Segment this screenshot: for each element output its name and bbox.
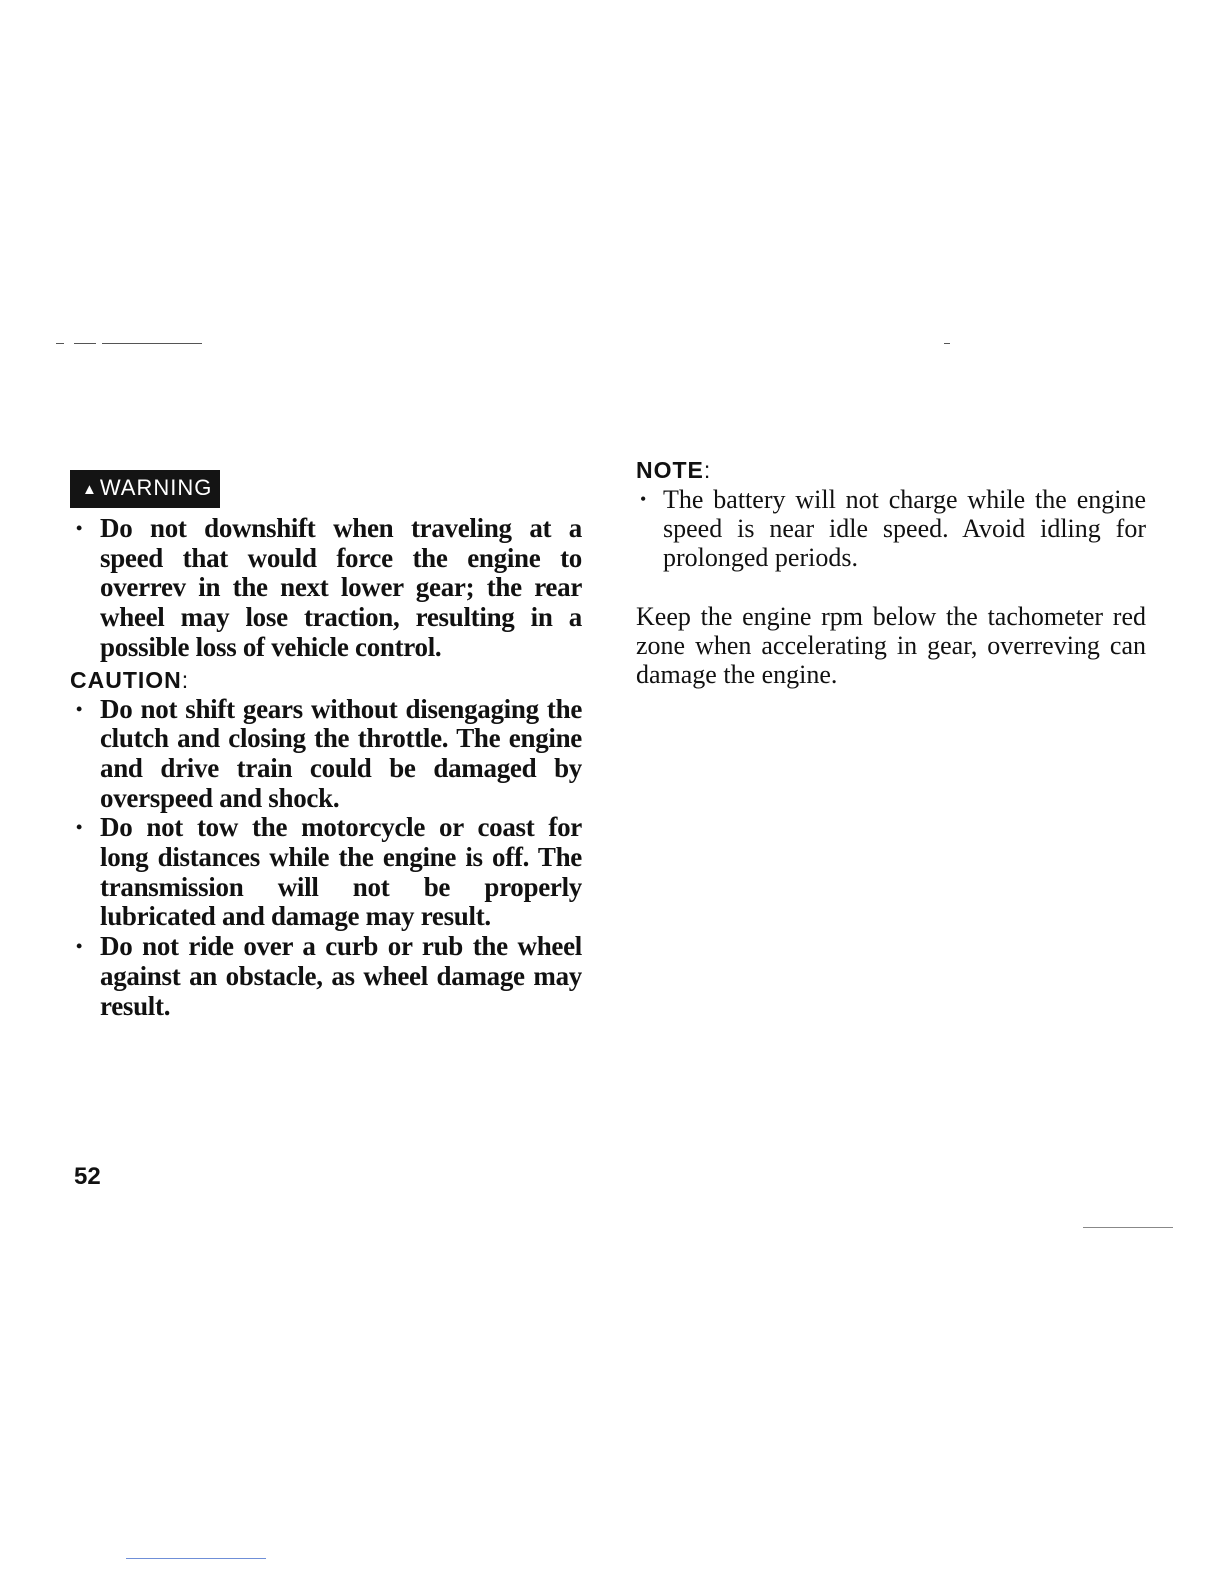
scan-rule-top-right-dash [944, 343, 950, 344]
warning-badge [70, 470, 220, 508]
caution-item-text: Do not shift gears without disengaging the clutch and closing the throttle. The engine and drive train could be damaged by overspeed and shock. [100, 693, 582, 813]
note-heading [636, 455, 1146, 485]
note-list [636, 485, 1146, 572]
warning-item [70, 514, 582, 663]
caution-heading [70, 665, 582, 695]
note-item [636, 485, 1146, 572]
scan-rule-top-left [102, 343, 202, 344]
bullet-icon: • [76, 698, 83, 719]
warning-item-text: Do not downshift when traveling at a speed that would force the engine to overrev in the next lower gear; the rear wheel may lose traction, resulting in a possible loss of vehicle control. [100, 513, 582, 662]
warning-list [70, 514, 582, 663]
bullet-icon: • [76, 936, 83, 957]
caution-item [70, 813, 582, 932]
scan-rule-bottom-left [126, 1558, 266, 1559]
caution-label: CAUTION [70, 666, 182, 693]
caution-item [70, 932, 582, 1021]
note-colon: : [703, 457, 712, 483]
body-paragraph: Keep the engine rpm below the tachometer red zone when accelerating in gear, overreving can damage the engine. [636, 602, 1146, 689]
bullet-icon: • [640, 489, 647, 509]
bullet-icon: • [76, 817, 83, 838]
page-number: 52 [74, 1163, 101, 1190]
caution-item [70, 695, 582, 814]
caution-item-text: Do not tow the motorcycle or coast for long distances while the engine is off. The transmission will not be properly lubricated and damage may result. [100, 812, 582, 932]
warning-label: WARNING [99, 475, 213, 500]
scan-rule-bottom-right [1083, 1227, 1173, 1228]
note-item-text: The battery will not charge while the engine speed is near idle speed. Avoid idling for prolonged periods. [663, 485, 1146, 572]
caution-item-text: Do not ride over a curb or rub the wheel against an obstacle, as wheel damage may result. [100, 931, 582, 1021]
caution-list [70, 695, 582, 1022]
bullet-icon: • [76, 518, 83, 538]
warning-triangle-icon: ▲ [82, 481, 98, 498]
right-column [636, 455, 1146, 715]
caution-colon: : [181, 666, 190, 693]
note-label: NOTE [636, 457, 704, 483]
scan-rule-top-left-dash [56, 343, 64, 344]
scan-rule-top-left-dash2 [74, 343, 96, 344]
left-column [70, 470, 582, 1021]
